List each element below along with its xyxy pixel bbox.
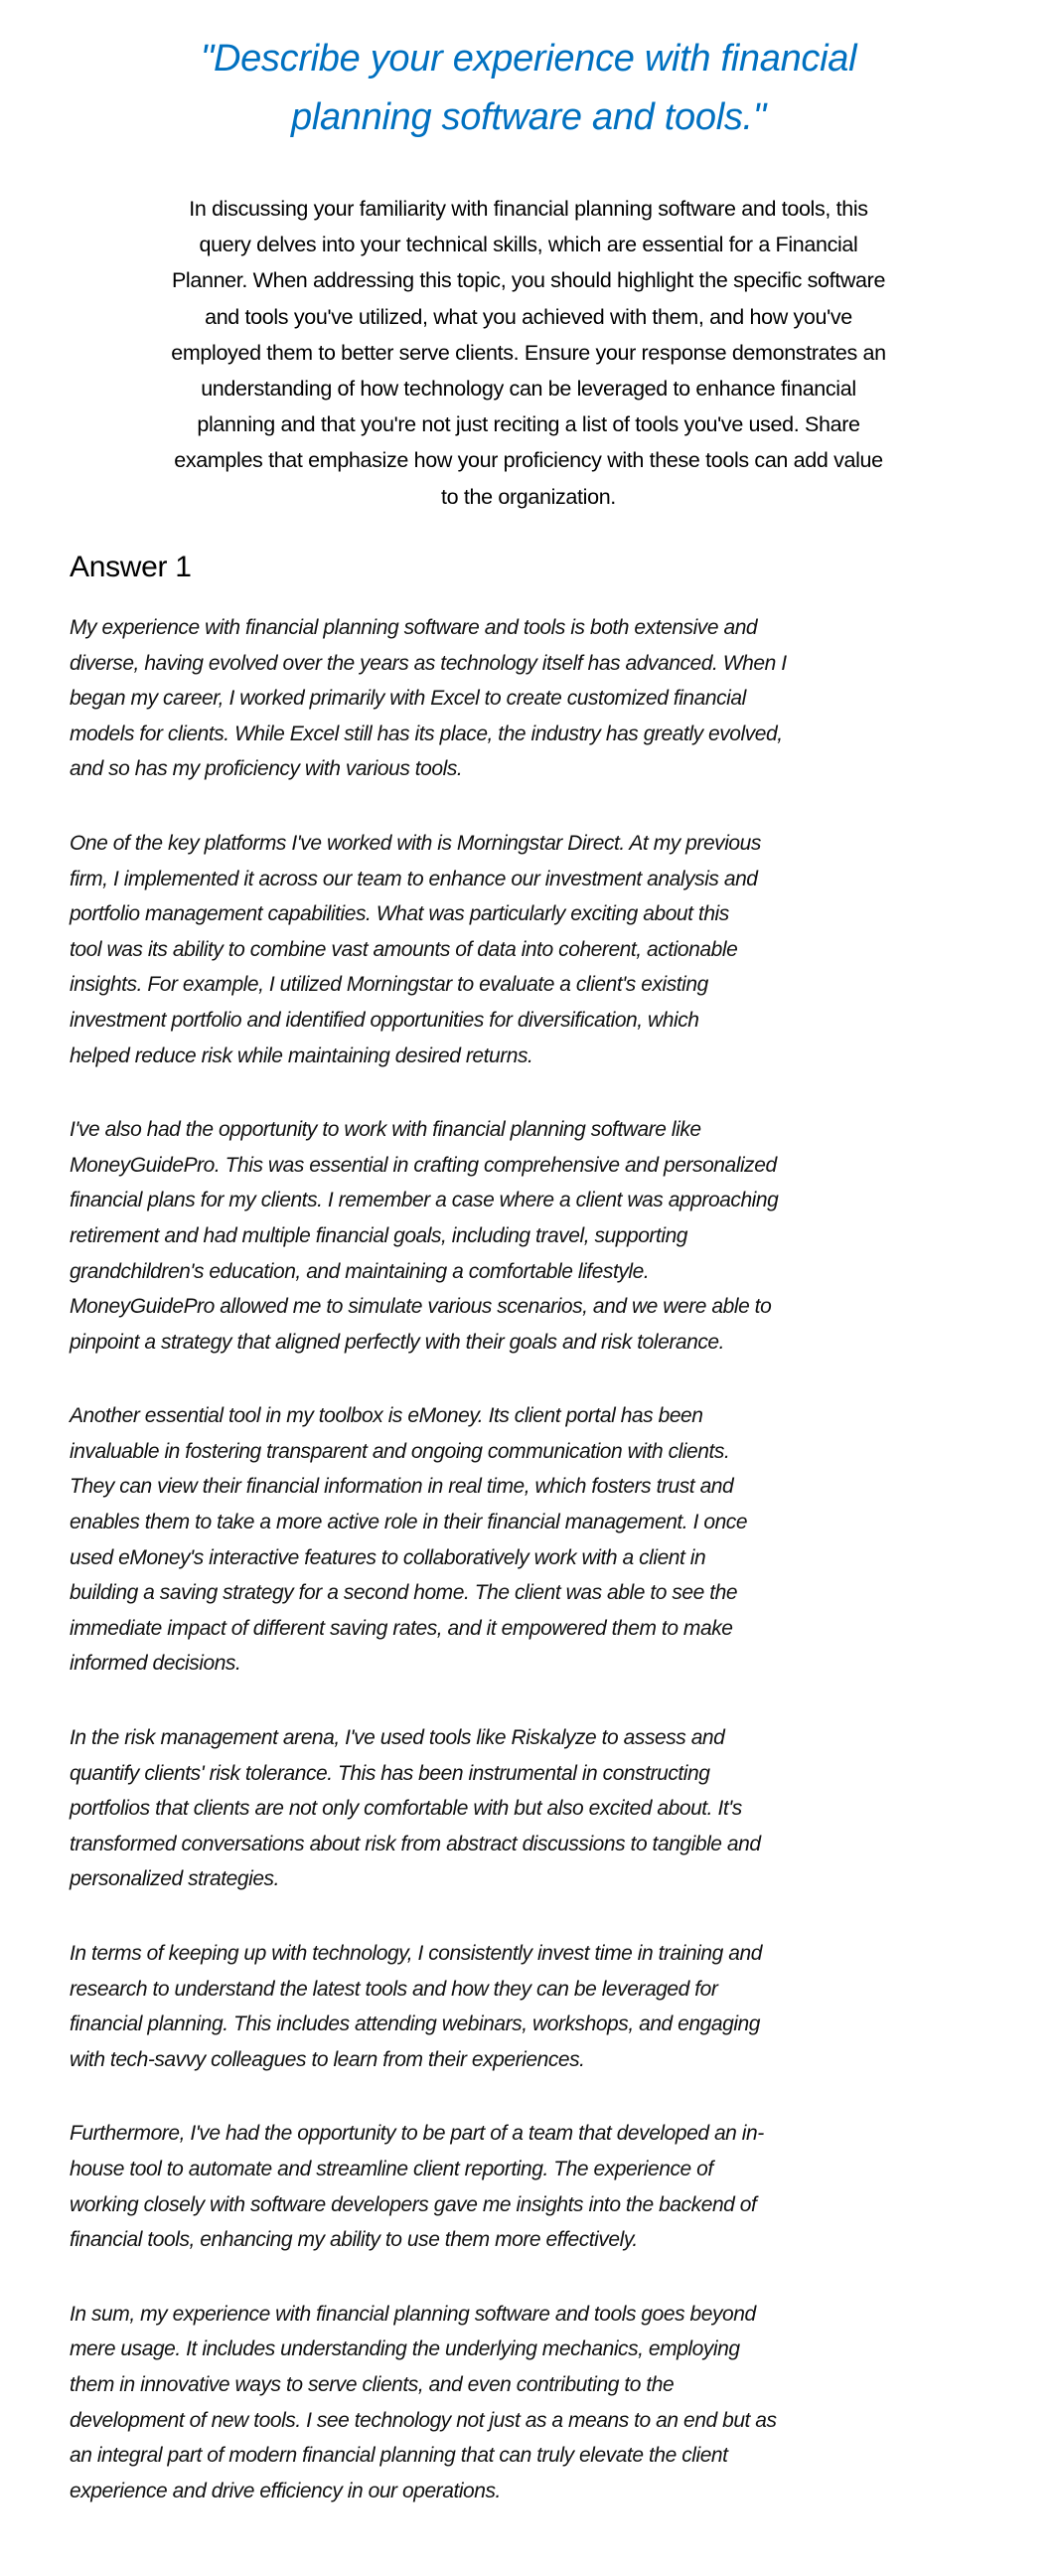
description-line: examples that emphasize how your proficiency with these tools can add value [174, 448, 883, 473]
paragraph-line: working closely with software developers gave me insights into the backend of [70, 2192, 757, 2216]
paragraph-line: began my career, I worked primarily with Excel to create customized financial [70, 687, 746, 711]
paragraph-line: firm, I implemented it across our team to enhance our investment analysis and [70, 867, 758, 890]
paragraph-line: financial planning. This includes attending webinars, workshops, and engaging [70, 2012, 760, 2036]
paragraph-line: MoneyGuidePro. This was essential in crafting comprehensive and personalized [70, 1153, 777, 1177]
paragraph-line: used eMoney's interactive features to collaboratively work with a client in [70, 1545, 706, 1569]
paragraph-line: research to understand the latest tools and how they can be leveraged for [70, 1977, 718, 2001]
description-line: Planner. When addressing this topic, you should highlight the specific software [171, 268, 886, 293]
paragraph-line: portfolios that clients are not only comfortable with but also excited about. It's [70, 1797, 742, 1821]
paragraph-line: house tool to automate and streamline client reporting. The experience of [70, 2157, 713, 2180]
description-line: understanding of how technology can be leveraged to enhance financial [201, 377, 856, 402]
question-description [0, 191, 1057, 515]
paragraph-line: I've also had the opportunity to work with financial planning software like [70, 1118, 701, 1142]
answer-paragraph [70, 1398, 1003, 1682]
answer-heading: Answer 1 [70, 551, 192, 583]
answer-body [70, 610, 1003, 2547]
paragraph-line: MoneyGuidePro allowed me to simulate various scenarios, and we were able to [70, 1295, 772, 1319]
paragraph-line: insights. For example, I utilized Morningstar to evaluate a client's existing [70, 973, 708, 997]
answer-paragraph [70, 826, 1003, 1073]
paragraph-line: development of new tools. I see technology not just as a means to an end but as [70, 2408, 777, 2432]
description-line: query delves into your technical skills, which are essential for a Financial [199, 233, 858, 257]
description-line: In discussing your familiarity with financial planning software and tools, this [189, 197, 868, 221]
paragraph-line: portfolio management capabilities. What was particularly exciting about this [70, 902, 729, 926]
paragraph-line: tool was its ability to combine vast amounts of data into coherent, actionable [70, 937, 738, 961]
paragraph-line: mere usage. It includes understanding the underlying mechanics, employing [70, 2337, 740, 2361]
paragraph-line: with tech-savvy colleagues to learn from their experiences. [70, 2047, 585, 2071]
description-line: planning and that you're not just reciting a list of tools you've used. Share [197, 412, 860, 437]
paragraph-line: them in innovative ways to serve clients, and even contributing to the [70, 2372, 675, 2396]
paragraph-line: helped reduce risk while maintaining desired returns. [70, 1044, 533, 1067]
question-title-line: "Describe your experience with financial [200, 38, 857, 80]
paragraph-line: Another essential tool in my toolbox is eMoney. Its client portal has been [70, 1404, 703, 1428]
paragraph-line: quantify clients' risk tolerance. This has been instrumental in constructing [70, 1761, 710, 1785]
paragraph-line: building a saving strategy for a second home. The client was able to see the [70, 1581, 738, 1605]
paragraph-line: In the risk management arena, I've used tools like Riskalyze to assess and [70, 1726, 725, 1750]
paragraph-line: experience and drive efficiency in our operations. [70, 2479, 501, 2502]
paragraph-line: and so has my proficiency with various tools. [70, 757, 463, 781]
paragraph-line: grandchildren's education, and maintaining a comfortable lifestyle. [70, 1259, 650, 1283]
paragraph-line: diverse, having evolved over the years as technology itself has advanced. When I [70, 651, 787, 675]
answer-paragraph [70, 1720, 1003, 1897]
question-title-line: planning software and tools." [291, 96, 766, 138]
paragraph-line: They can view their financial information in real time, which fosters trust and [70, 1475, 734, 1499]
description-line: to the organization. [441, 484, 616, 509]
paragraph-line: In terms of keeping up with technology, I consistently invest time in training and [70, 1942, 762, 1965]
paragraph-line: immediate impact of different saving rates, and it empowered them to make [70, 1616, 733, 1640]
paragraph-line: financial plans for my clients. I remember a case where a client was approaching [70, 1189, 779, 1212]
paragraph-line: My experience with financial planning software and tools is both extensive and [70, 616, 758, 639]
paragraph-line: In sum, my experience with financial planning software and tools goes beyond [70, 2302, 756, 2326]
description-line: employed them to better serve clients. Ensure your response demonstrates an [171, 340, 886, 365]
paragraph-line: enables them to take a more active role in their financial management. I once [70, 1511, 748, 1534]
paragraph-line: models for clients. While Excel still has its place, the industry has greatly evolved, [70, 722, 783, 745]
answer-paragraph [70, 2297, 1003, 2509]
answer-paragraph [70, 1936, 1003, 2077]
paragraph-line: transformed conversations about risk from abstract discussions to tangible and [70, 1832, 761, 1855]
answer-paragraph [70, 2116, 1003, 2257]
answer-paragraph [70, 1112, 1003, 1360]
paragraph-line: invaluable in fostering transparent and ongoing communication with clients. [70, 1439, 730, 1463]
paragraph-line: informed decisions. [70, 1652, 241, 1676]
paragraph-line: financial tools, enhancing my ability to use them more effectively. [70, 2228, 638, 2252]
paragraph-line: One of the key platforms I've worked with is Morningstar Direct. At my previous [70, 831, 761, 855]
answer-paragraph [70, 610, 1003, 787]
description-line: and tools you've utilized, what you achieved with them, and how you've [205, 304, 852, 329]
paragraph-line: Furthermore, I've had the opportunity to be part of a team that developed an in- [70, 2122, 764, 2146]
paragraph-line: investment portfolio and identified opportunities for diversification, which [70, 1008, 699, 1032]
paragraph-line: an integral part of modern financial planning that can truly elevate the client [70, 2444, 728, 2468]
question-title [0, 30, 1057, 147]
paragraph-line: retirement and had multiple financial goals, including travel, supporting [70, 1223, 688, 1247]
paragraph-line: personalized strategies. [70, 1867, 279, 1891]
paragraph-line: pinpoint a strategy that aligned perfectly with their goals and risk tolerance. [70, 1330, 725, 1354]
